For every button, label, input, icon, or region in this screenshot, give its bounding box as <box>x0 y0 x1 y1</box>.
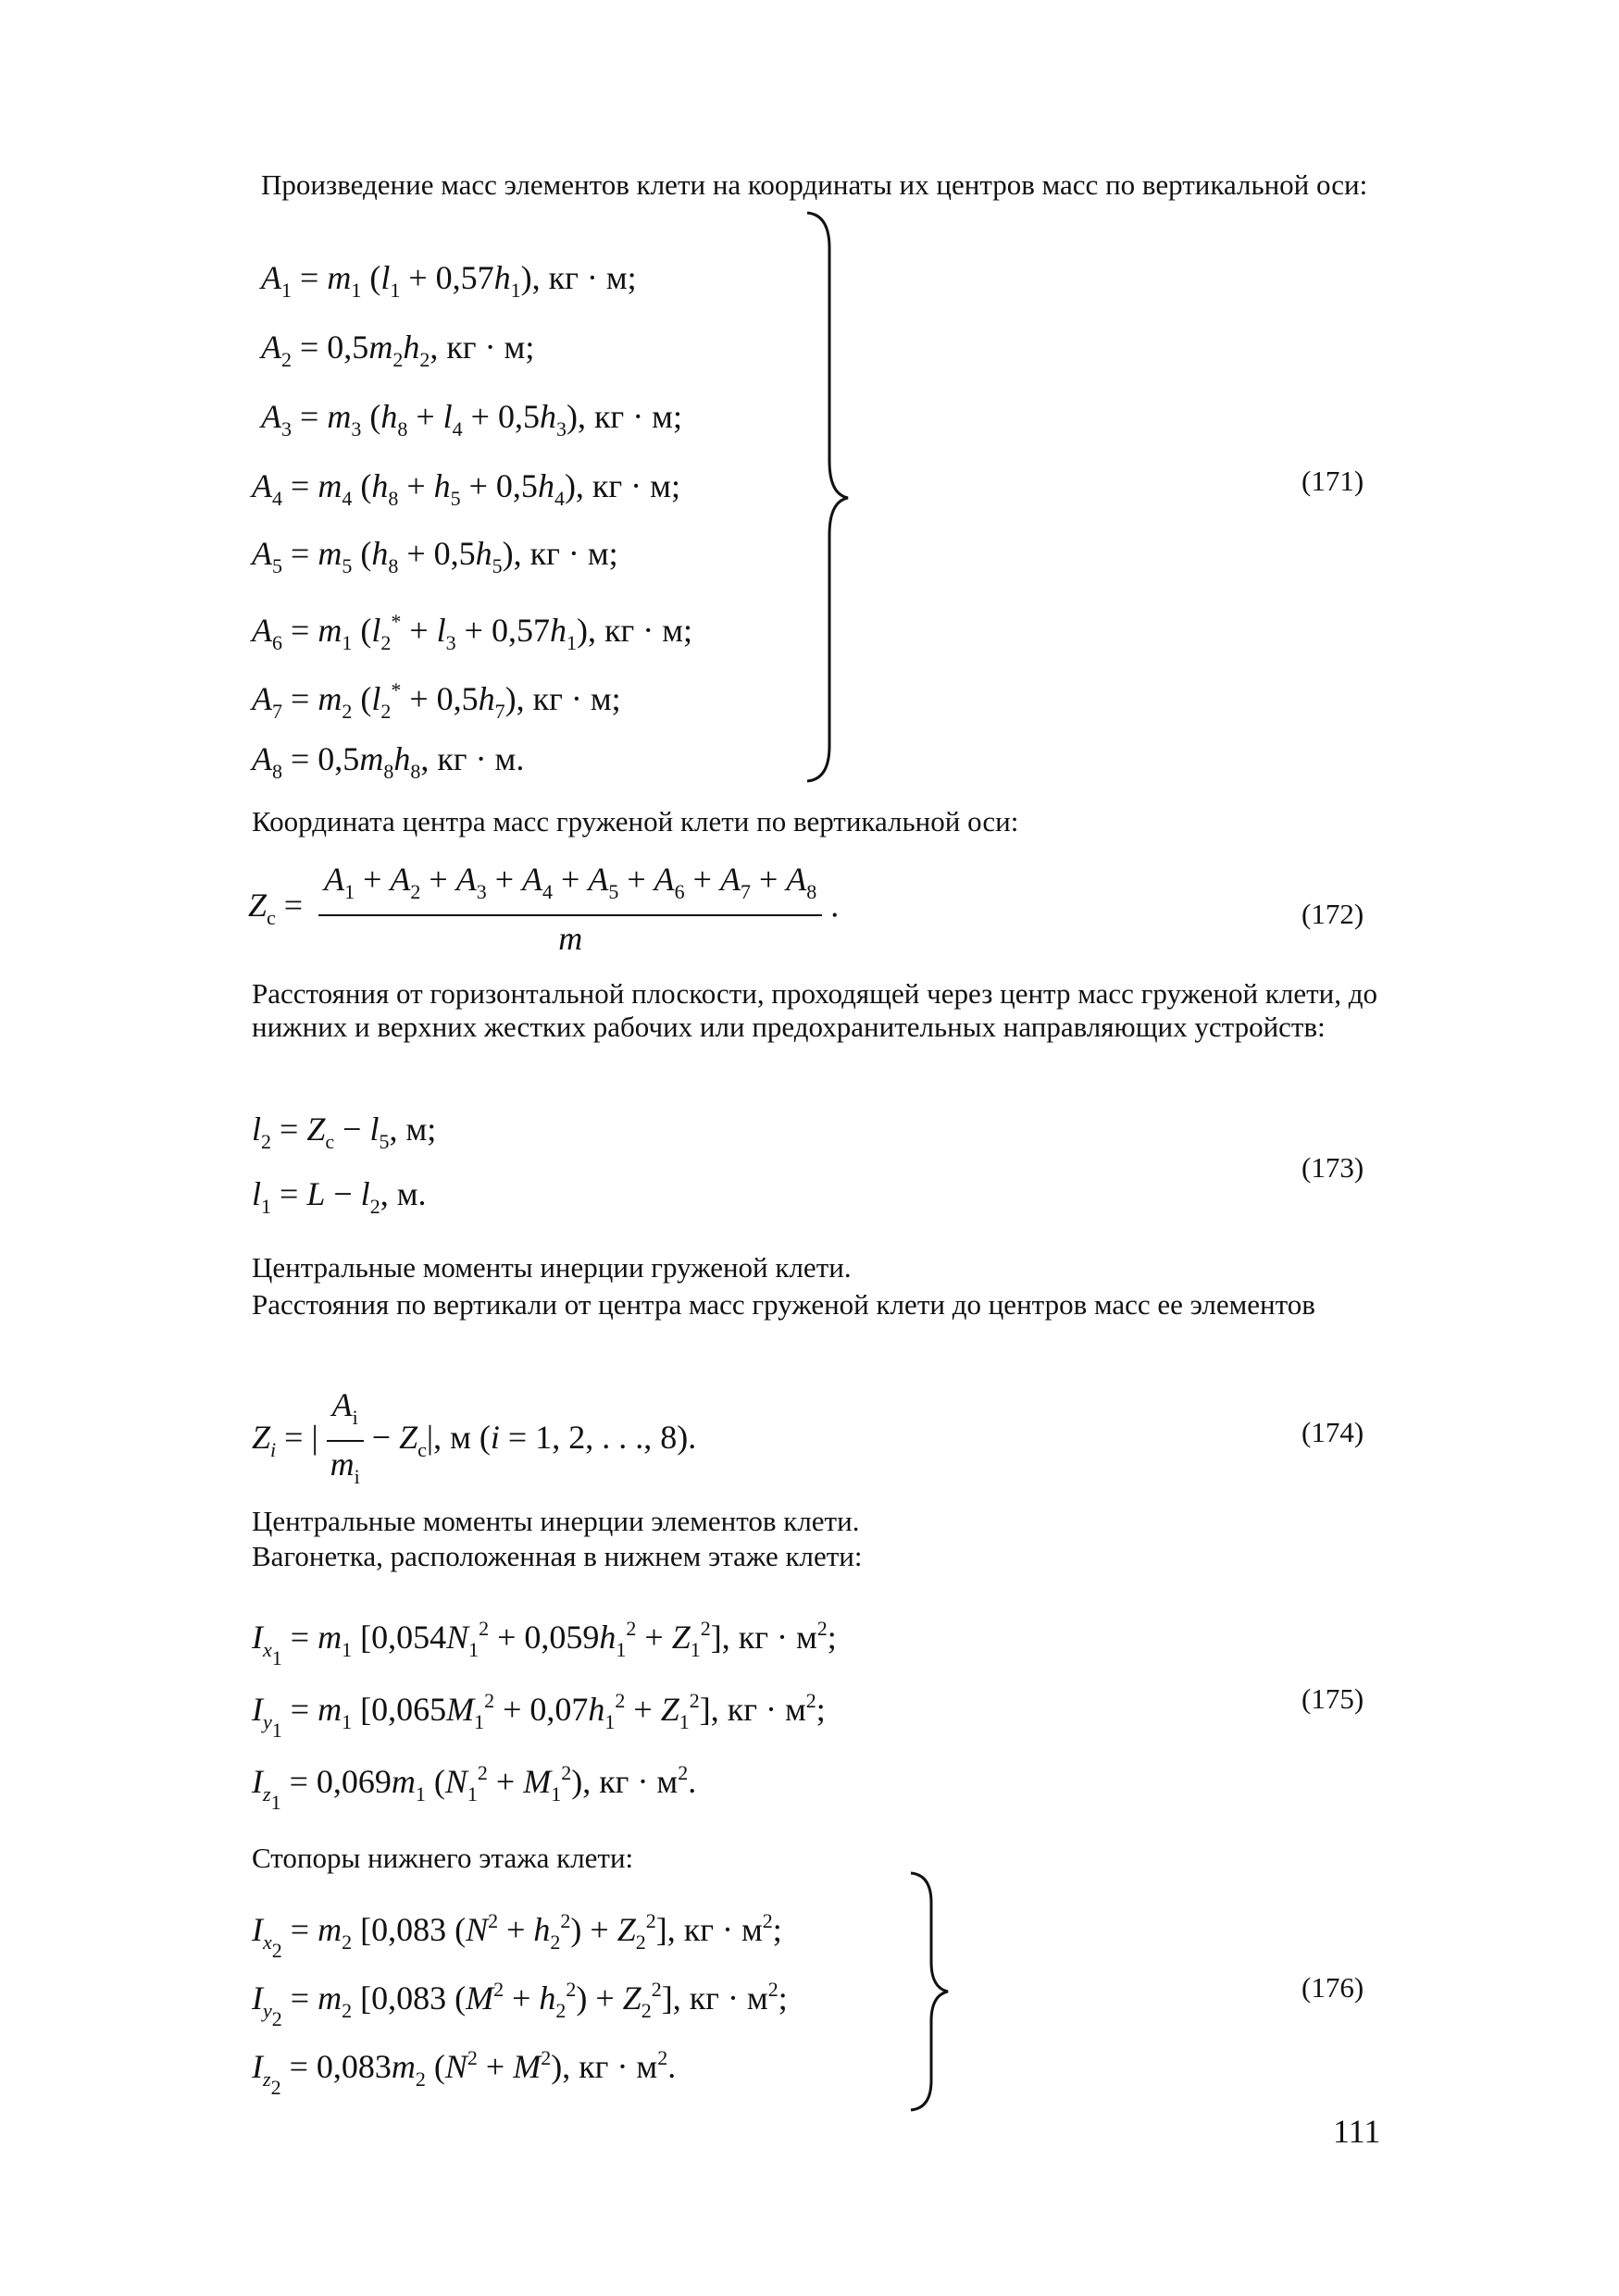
equation-174-fraction <box>327 1386 364 1496</box>
equation-number-175: (175) <box>1301 1682 1364 1715</box>
equation-172 <box>248 861 839 957</box>
equation-number-172: (172) <box>1301 898 1364 930</box>
equation-173-line-1: $l_2 = Z_c - l_5$, м; <box>252 1111 437 1153</box>
equation-number-174: (174) <box>1301 1416 1364 1448</box>
paragraph-intro-171: Произведение масс элементов клети на координаты их центров масс по вертикальной оси: <box>261 168 1368 201</box>
equation-176-line-3: $I_{z_2} = 0,083m_2$ $(N^2 + M^2)$, кг · $м^2$. <box>252 2046 677 2099</box>
equation-171-line-7: $A_7 = m_2$ $(l_2^* + 0,5h_7)$, кг · м; <box>252 678 621 723</box>
equation-172-fraction <box>318 861 822 957</box>
heading-central-moments: Центральные моменты инерции груженой клети. <box>252 1251 852 1284</box>
equation-171-line-1: $A_1 = m_1$ $(l_1 + 0,57h_1)$, кг · м; <box>261 259 637 302</box>
equation-173-line-2: $l_1 = L - l_2$, м. <box>252 1175 427 1218</box>
equation-174-lhs: $Z_i$ = | <box>252 1419 318 1462</box>
heading-element-moments: Центральные моменты инерции элементов клети. <box>252 1505 860 1537</box>
equation-174-tail: − $Z_c|$, м (i = 1, 2, . . ., 8). <box>371 1419 697 1462</box>
right-brace-176 <box>907 1871 963 2112</box>
equation-172-tail: . <box>830 887 840 925</box>
equation-171-line-8: $A_8 = 0,5m_8h_8$, кг · м. <box>252 740 525 783</box>
equation-176-line-1: $I_{x_2} = m_2$ [0,083 $(N^2 + h_2^2) + Z_2^2$], кг · $м^2$; <box>252 1909 782 1962</box>
equation-174-numerator: $A_i$ <box>331 1386 358 1429</box>
paragraph-intro-174: Расстояния по вертикали от центра масс груженой клети до центров масс ее элементов <box>252 1288 1315 1321</box>
equation-175-line-3: $I_{z_1} = 0,069m_1$ $(N_1^2 + M_1^2)$, кг · $м^2$. <box>252 1761 697 1814</box>
equation-172-lhs: $Z_c$ = <box>248 887 304 930</box>
equation-176-line-2: $I_{y_2} = m_2$ [0,083 $(M^2 + h_2^2) + Z_2^2$], кг · $м^2$; <box>252 1978 788 2030</box>
equation-172-numerator: $A_1 + A_2 + A_3 + A_4 + A_5 + A_6 + A_7 + A_8$ <box>324 861 817 903</box>
paragraph-intro-172: Координата центра масс груженой клети по вертикальной оси: <box>252 805 1019 838</box>
equation-number-171: (171) <box>1301 465 1364 497</box>
equation-171-line-4: $A_4 = m_4$ $(h_8 + h_5 + 0,5h_4)$, кг · м; <box>252 467 680 510</box>
equation-number-173: (173) <box>1301 1151 1364 1184</box>
paragraph-intro-176: Стопоры нижнего этажа клети: <box>252 1842 634 1874</box>
equation-175-line-1: $I_{x_1} = m_1$ $[0,054N_1^2 + 0,059h_1^2 + Z_1^2]$, кг · $м^2$; <box>252 1617 837 1669</box>
equation-number-176: (176) <box>1301 1971 1364 2004</box>
equation-174 <box>252 1386 696 1496</box>
equation-171-line-5: $A_5 = m_5$ $(h_8 + 0,5h_5)$, кг · м; <box>252 535 618 577</box>
paragraph-intro-173: Расстояния от горизонтальной плоскости, проходящей через центр масс груженой клети, до нижних и верхних жестких рабочих или предохранительных направляющих устройств: <box>252 977 1377 1043</box>
equation-175-line-2: $I_{y_1} = m_1$ $[0,065M_1^2 + 0,07h_1^2 + Z_1^2]$, кг · $м^2$; <box>252 1689 826 1742</box>
equation-171-line-2: $A_2 = 0,5m_2h_2$, кг · м; <box>261 329 535 371</box>
paragraph-intro-175: Вагонетка, расположенная в нижнем этаже клети: <box>252 1540 863 1572</box>
equation-171-line-6: $A_6 = m_1$ $(l_2^* + l_3 + 0,57h_1)$, кг · м; <box>252 610 692 654</box>
equation-171-line-3: $A_3 = m_3$ $(h_8 + l_4 + 0,5h_3)$, кг · м; <box>261 398 682 441</box>
right-brace-171 <box>803 211 859 785</box>
equation-174-denominator: $m_i$ <box>327 1440 364 1496</box>
equation-172-denominator: m <box>318 914 822 957</box>
page-number: 111 <box>1333 2113 1381 2150</box>
